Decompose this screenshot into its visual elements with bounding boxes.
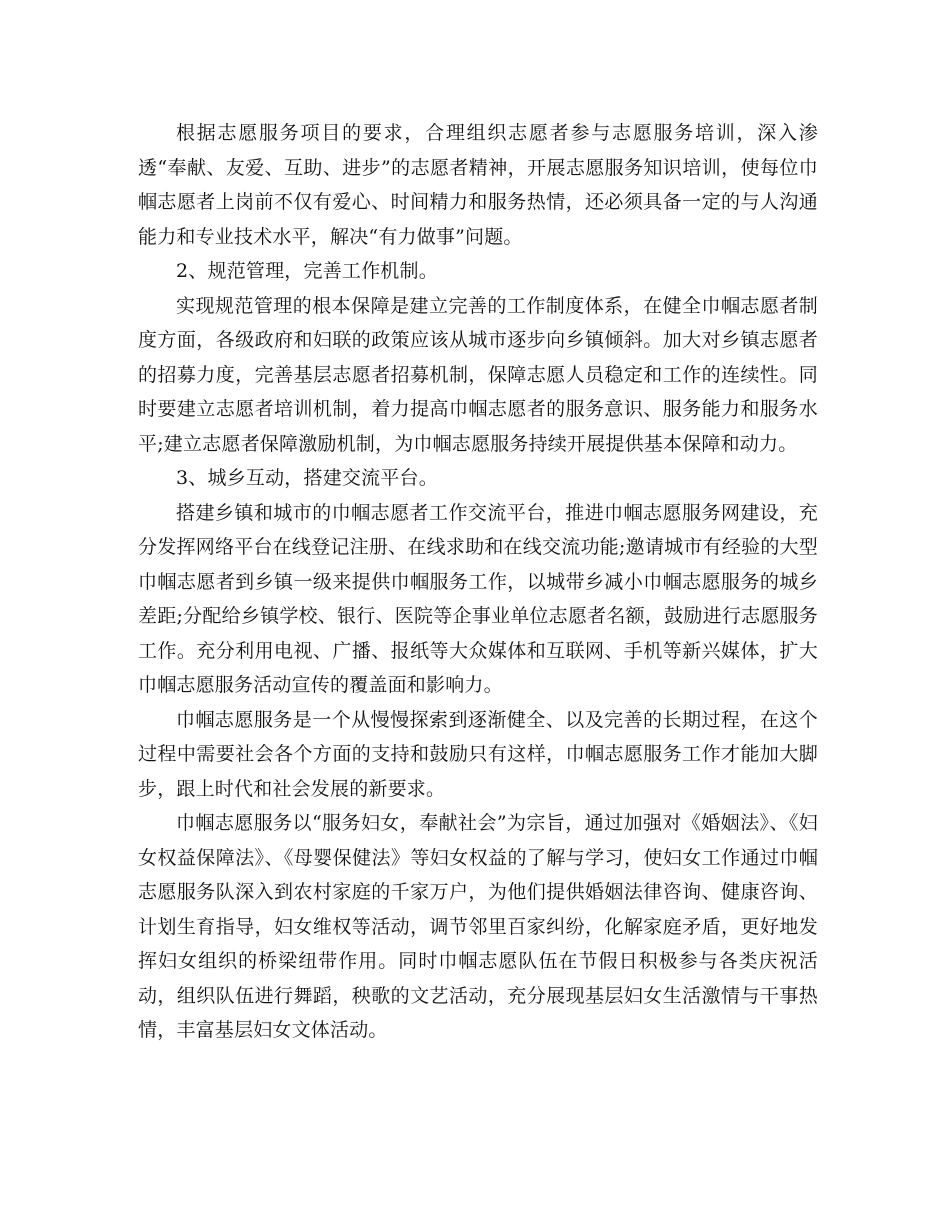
paragraph-management: 实现规范管理的根本保障是建立完善的工作制度体系，在健全巾帼志愿者制度方面，各级政府和妇联的政策应该从城市逐步向乡镇倾斜。加大对乡镇志愿者的招募力度，完善基层志愿者招募机制，保障志愿人员稳定和工作的连续性。同时要建立志愿者培训机制，着力提高巾帼志愿者的服务意识、服务能力和服务水平;建立志愿者保障激励机制，为巾帼志愿服务持续开展提供基本保障和动力。 — [138, 294, 818, 455]
document-page — [138, 116, 818, 1048]
paragraph-platform: 搭建乡镇和城市的巾帼志愿者工作交流平台，推进巾帼志愿服务网建设，充分发挥网络平台在线登记注册、在线求助和在线交流功能;邀请城市有经验的大型巾帼志愿者到乡镇一级来提供巾帼服务工作，以城带乡减小巾帼志愿服务的城乡差距;分配给乡镇学校、银行、医院等企事业单位志愿者名额，鼓励进行志愿服务工作。充分利用电视、广播、报纸等大众媒体和互联网、手机等新兴媒体，扩大巾帼志愿服务活动宣传的覆盖面和影响力。 — [138, 501, 818, 696]
paragraph-training: 根据志愿服务项目的要求，合理组织志愿者参与志愿服务培训，深入渗透“奉献、友爱、互助、进步”的志愿者精神，开展志愿服务知识培训，使每位巾帼志愿者上岗前不仅有爱心、时间精力和服务热情，还必须具备一定的与人沟通能力和专业技术水平，解决“有力做事”问题。 — [138, 122, 818, 248]
heading-urban-rural-interaction: 3、城乡互动，搭建交流平台。 — [176, 467, 438, 489]
heading-standardized-management: 2、规范管理，完善工作机制。 — [176, 260, 438, 282]
paragraph-service-purpose: 巾帼志愿服务以“服务妇女，奉献社会”为宗旨，通过加强对《婚姻法》、《妇女权益保障法》、《母婴保健法》等妇女权益的了解与学习，使妇女工作通过巾帼志愿服务队深入到农村家庭的千家万户，为他们提供婚姻法律咨询、健康咨询、计划生育指导，妇女维权等活动，调节邻里百家纠纷，化解家庭矛盾，更好地发挥妇女组织的桥梁纽带作用。同时巾帼志愿队伍在节假日积极参与各类庆祝活动，组织队伍进行舞蹈，秧歌的文艺活动，充分展现基层妇女生活激情与干事热情，丰富基层妇女文体活动。 — [138, 812, 818, 1041]
paragraph-long-process: 巾帼志愿服务是一个从慢慢探索到逐渐健全、以及完善的长期过程，在这个过程中需要社会各个方面的支持和鼓励只有这样，巾帼志愿服务工作才能加大脚步，跟上时代和社会发展的新要求。 — [138, 708, 818, 800]
